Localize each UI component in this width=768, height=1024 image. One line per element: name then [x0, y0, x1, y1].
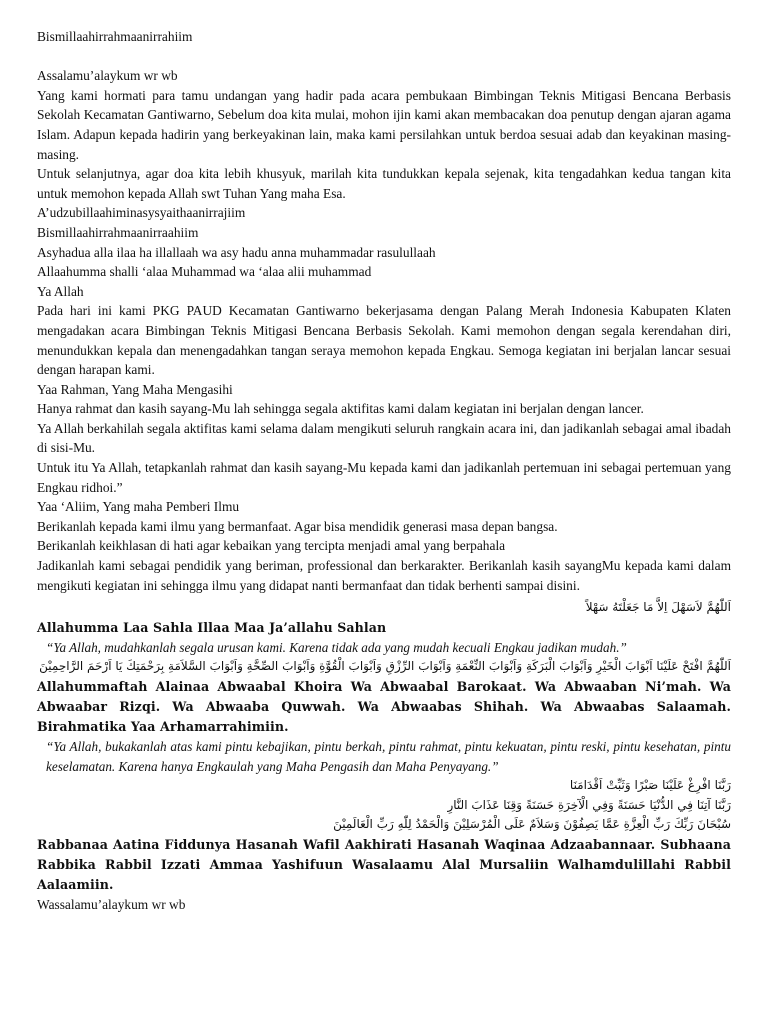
transliteration-1: Allahumma Laa Sahla Illaa Maa Ja’allahu Sahlan [37, 619, 387, 635]
invitation-paragraph: Untuk selanjutnya, agar doa kita lebih khusyuk, marilah kita tundukkan kepala sejenak, kita tengadahkan kedua tangan kita untuk memohon kepada Allah swt Tuhan Yang maha Esa. [37, 166, 731, 201]
basmalah-line: Bismillaahirrahmaanirraahiim [37, 224, 199, 240]
arabic-prayer-1: اَللّٰهُمَّ لاَسَهْلَ اِلاَّ مَا جَعَلْتَهُ سَهْلاً [585, 600, 731, 615]
ya-allah-line: Ya Allah [37, 283, 84, 299]
event-paragraph: Pada hari ini kami PKG PAUD Kecamatan Gantiwarno bekerjasama dengan Palang Merah Indonesia Kabupaten Klaten mengadakan acara Bimbingan Teknis Mitigasi Bencana Berbasis Sekolah. Kami memohon dengan segala kerendahan diri, menundukkan kepala dan menengadahkan tangan seraya memohon kepada Engkau. Semoga kegiatan ini berjalan lancar sesuai dengan harapan kami. [37, 303, 731, 378]
document-page [37, 27, 731, 915]
opening-basmalah: Bismillaahirrahmaanirrahiim [37, 29, 193, 44]
translation-2: “Ya Allah, bukakanlah atas kami pintu kebajikan, pintu berkah, pintu rahmat, pintu kekuatan, pintu reski, pintu kesehatan, pintu keselamatan. Karena hanya Engkaulah yang Maha Pengasih dan Maha Penyayang.” [46, 739, 731, 774]
berkah-paragraph: Ya Allah berkahilah segala aktifitas kami selama dalam mengikuti seluruh rangkain acara ini, dan jadikanlah sebagai amal ibadah di sisi-Mu. [37, 420, 731, 456]
yaa-aliim-line: Yaa ‘Aliim, Yang maha Pemberi Ilmu [37, 499, 240, 515]
greeting: Assalamu’alaykum wr wb [37, 68, 178, 84]
arabic-prayer-5: سُبْحَانَ رَبِّكَ رَبِّ الْعِزَّةِ عَمَّا يَصِفُوْنَ وَسَلاَمٌ عَلَى الْمُرْسَلِيْنَ وَالْحَمْدُ لِلّٰهِ رَبِّ الْعَالَمِيْنَ [333, 817, 731, 832]
blank-line [37, 47, 731, 67]
yaa-rahman-line: Yaa Rahman, Yang Maha Mengasihi [37, 381, 233, 397]
keikhlasan-line: Berikanlah keikhlasan di hati agar kebaikan yang tercipta menjadi amal yang berpahala [37, 538, 506, 554]
transliteration-2: Allahummaftah Alainaa Abwaabal Khoira Wa Abwaabal Barokaat. Wa Abwaaban Ni’mah. Wa Abwaabar Rizqi. Wa Abwaaba Quwwah. Wa Abwaabas Shihah. Wa Abwaabas Salaamah. Birahmatika Yaa Arhamarrahimiin. [37, 679, 731, 734]
arabic-prayer-2: اَللّٰهُمَّ افْتَحْ عَلَيْنَا اَبْوَابَ الْخَيْرِ وَاَبْوَابَ الْبَرَكَةِ وَاَبْوَابَ النِّعْمَةِ وَاَبْوَابَ الرِّزْقِ وَاَبْوَابَ الْقُوَّةِ وَاَبْوَابَ الصِّحَّةِ وَاَبْوَابَ السَّلاَمَةِ بِرَحْمَتِكَ يَا اَرْحَمَ الرَّاحِمِيْنَ [39, 659, 731, 674]
pendidik-paragraph: Jadikanlah kami sebagai pendidik yang beriman, professional dan berkarakter. Berikanlah kasih sayangMu kepada kami dalam mengikuti kegiatan ini sehingga ilmu yang didapat nanti bermanfaat dan tidak berhenti sampai disini. [37, 558, 731, 593]
closing-greeting: Wassalamu’alaykum wr wb [37, 896, 186, 912]
shalawat-line: Allaahumma shalli ‘alaa Muhammad wa ‘alaa alii muhammad [37, 264, 372, 280]
taawudz-line: A’udzubillaahiminasysyaithaanirrajiim [37, 205, 246, 221]
ilmu-line: Berikanlah kepada kami ilmu yang bermanfaat. Agar bisa mendidik generasi masa depan bangsa. [37, 518, 558, 534]
translation-1: “Ya Allah, mudahkanlah segala urusan kami. Karena tidak ada yang mudah kecuali Engkau jadikan mudah.” [46, 639, 627, 655]
rahmat-paragraph: Hanya rahmat dan kasih sayang-Mu lah sehingga segala aktifitas kami dalam kegiatan ini berjalan dengan lancer. [37, 401, 644, 417]
intro-paragraph: Yang kami hormati para tamu undangan yang hadir pada acara pembukaan Bimbingan Teknis Mitigasi Bencana Berbasis Sekolah Kecamatan Gantiwarno, Sebelum doa kita mulai, mohon ijin kami akan membacakan doa penutup dengan ajaran agama Islam. Adapun kepada hadirin yang berkeyakinan lain, maka kami persilahkan untuk berdoa sesuai adab dan keyakinan masing-masing. [37, 87, 731, 162]
ridho-paragraph: Untuk itu Ya Allah, tetapkanlah rahmat dan kasih sayang-Mu kepada kami dan jadikanlah pertemuan ini sebagai pertemuan yang Engkau ridhoi.” [37, 460, 731, 495]
arabic-prayer-3: رَبَّنَا افْرِغْ عَلَيْنَا صَبْرًا وَثَبِّتْ اَقْدَامَنَا [569, 778, 731, 793]
syahadat-line: Asyhadua alla ilaa ha illallaah wa asy hadu anna muhammadar rasulullaah [37, 244, 436, 260]
arabic-prayer-4: رَبَّنَا آتِنَا فِي الدُّنْيَا حَسَنَةً وَفِي الْآخِرَةِ حَسَنَةً وَقِنَا عَذَابَ النَّارِ [447, 797, 731, 812]
transliteration-3: Rabbanaa Aatina Fiddunya Hasanah Wafil Aakhirati Hasanah Waqinaa Adzaabannaar. Subhaana Rabbika Rabbil Izzati Ammaa Yashifuun Wasalaamu Alal Mursaliin Walhamdulillahi Rabbil Aalaamiin. [37, 836, 731, 892]
